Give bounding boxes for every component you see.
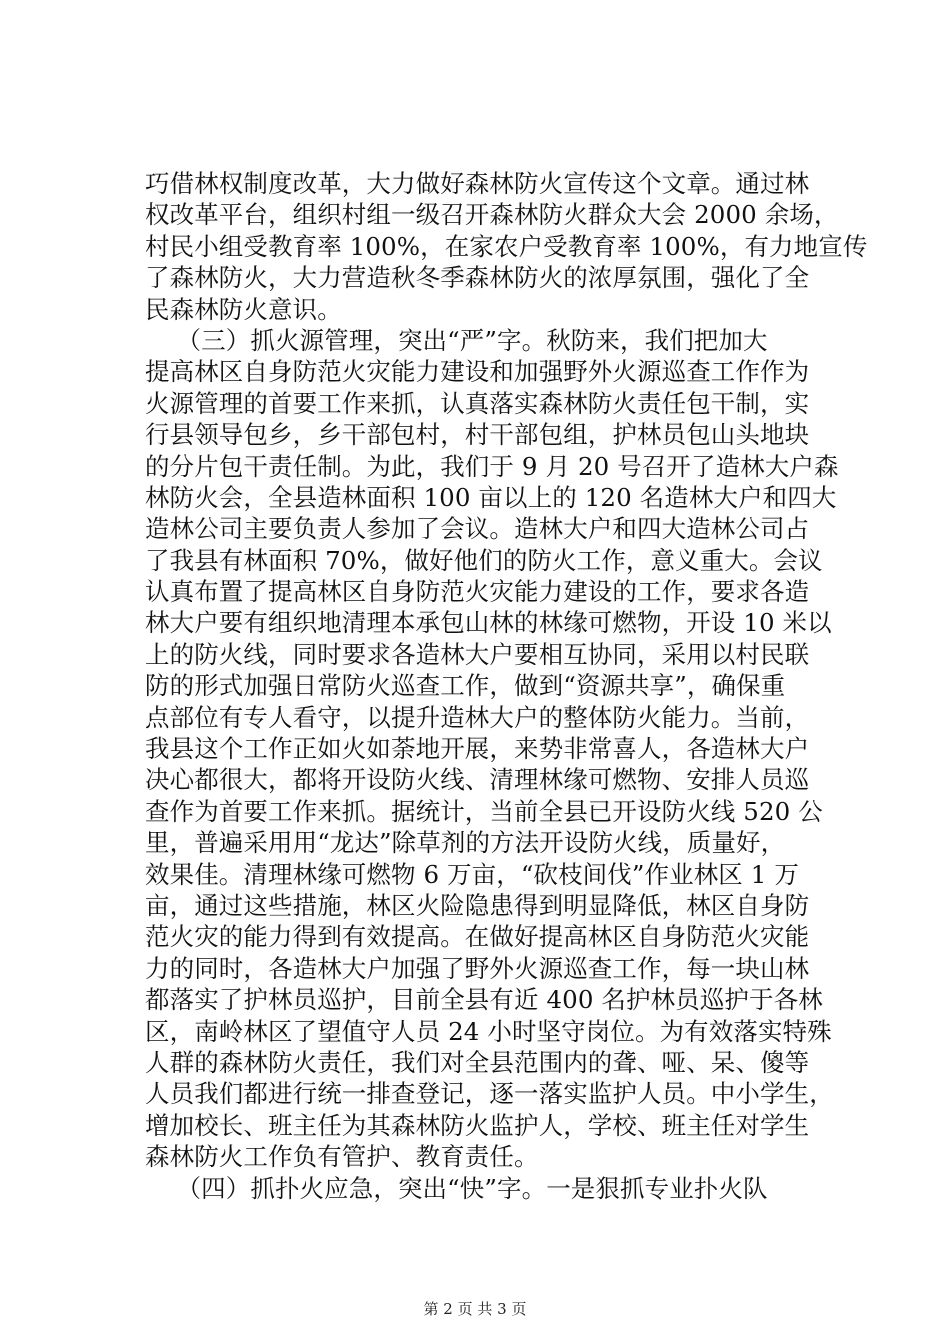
text-line: 查作为首要工作来抓。据统计，当前全县已开设防火线 520 公 xyxy=(145,796,823,826)
text-line: 提高林区自身防范火灾能力建设和加强野外火源巡查工作作为 xyxy=(145,357,810,387)
text-line: 增加校长、班主任为其森林防火监护人，学校、班主任对学生 xyxy=(145,1110,810,1140)
text-line: （四）抓扑火应急，突出“快”字。一是狠抓专业扑火队 xyxy=(145,1173,768,1203)
text-line: 了我县有林面积 70%，做好他们的防火工作，意义重大。会议 xyxy=(145,545,823,575)
text-line: 区，南岭林区了望值守人员 24 小时坚守岗位。为有效落实特殊 xyxy=(145,1016,832,1046)
text-line: 行县领导包乡，乡干部包村，村干部包组，护林员包山头地块 xyxy=(145,420,810,450)
text-line: 点部位有专人看守，以提升造林大户的整体防火能力。当前， xyxy=(145,702,810,732)
text-line: 防的形式加强日常防火巡查工作，做到“资源共享”，确保重 xyxy=(145,671,786,701)
text-line: 里，普遍采用用“龙达”除草剂的方法开设防火线，质量好， xyxy=(145,828,786,858)
text-line: 人员我们都进行统一排查登记，逐一落实监护人员。中小学生， xyxy=(145,1079,834,1109)
body-text xyxy=(145,168,868,1204)
text-line: 林大户要有组织地清理本承包山林的林缘可燃物，开设 10 米以 xyxy=(145,608,832,638)
text-line: 范火灾的能力得到有效提高。在做好提高林区自身防范火灾能 xyxy=(145,922,810,952)
text-line: 决心都很大，都将开设防火线、清理林缘可燃物、安排人员巡 xyxy=(145,765,810,795)
text-line: 村民小组受教育率 100%，在家农户受教育率 100%，有力地宣传 xyxy=(145,231,868,261)
text-line: 我县这个工作正如火如荼地开展，来势非常喜人，各造林大户 xyxy=(145,734,810,764)
text-line: 林防火会，全县造林面积 100 亩以上的 120 名造林大户和四大 xyxy=(145,482,837,512)
text-line: 权改革平台，组织村组一级召开森林防火群众大会 2000 余场， xyxy=(145,200,839,230)
text-line: 效果佳。清理林缘可燃物 6 万亩，“砍枝间伐”作业林区 1 万 xyxy=(145,859,799,889)
text-line: 认真布置了提高林区自身防范火灾能力建设的工作，要求各造 xyxy=(145,577,810,607)
text-line: 力的同时，各造林大户加强了野外火源巡查工作，每一块山林 xyxy=(145,953,810,983)
text-line: 都落实了护林员巡护，目前全县有近 400 名护林员巡护于各林 xyxy=(145,985,823,1015)
text-line: 亩，通过这些措施，林区火险隐患得到明显降低，林区自身防 xyxy=(145,890,810,920)
text-line: 了森林防火，大力营造秋冬季森林防火的浓厚氛围，强化了全 xyxy=(145,263,810,293)
text-line: 造林公司主要负责人参加了会议。造林大户和四大造林公司占 xyxy=(145,514,810,544)
text-line: 火源管理的首要工作来抓，认真落实森林防火责任包干制，实 xyxy=(145,388,810,418)
text-line: 上的防火线，同时要求各造林大户要相互协同，采用以村民联 xyxy=(145,639,810,669)
text-line: 的分片包干责任制。为此，我们于 9 月 20 号召开了造林大户森 xyxy=(145,451,839,481)
text-line: 人群的森林防火责任，我们对全县范围内的聋、哑、呆、傻等 xyxy=(145,1047,810,1077)
text-line: （三）抓火源管理，突出“严”字。秋防来，我们把加大 xyxy=(145,325,768,355)
text-line: 森林防火工作负有管护、教育责任。 xyxy=(145,1142,539,1172)
text-line: 巧借林权制度改革，大力做好森林防火宣传这个文章。通过林 xyxy=(145,169,810,198)
text-line: 民森林防火意识。 xyxy=(145,294,342,324)
page-footer: 第 2 页 共 3 页 xyxy=(423,1300,527,1318)
